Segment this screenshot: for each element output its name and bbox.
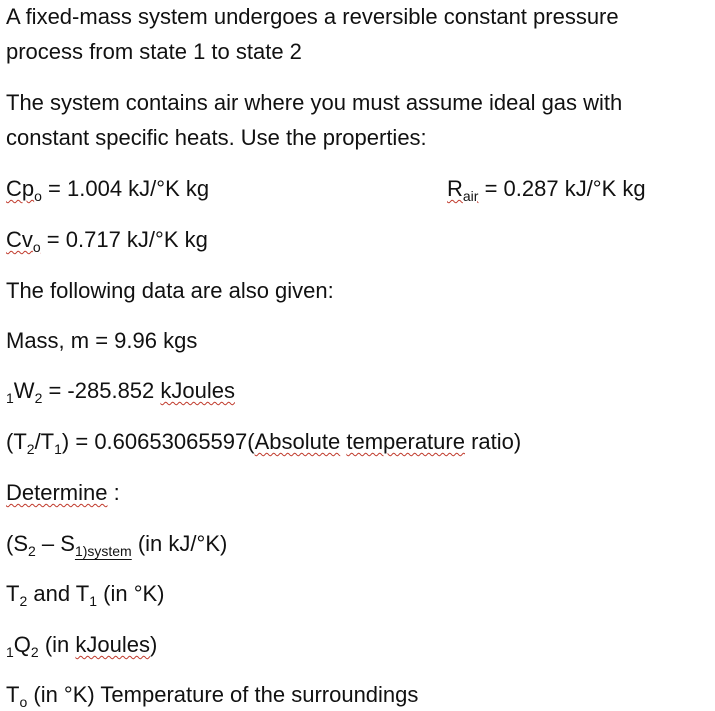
heat-unit-open: (in [38, 632, 76, 657]
ratio-note-absolute: Absolute [254, 429, 341, 454]
given-temperature-ratio [6, 429, 521, 455]
r-value: = 0.287 kJ/°K kg [478, 176, 646, 201]
intro-line-2 [6, 39, 302, 65]
assume-text-1: The system contains air where you must assume ideal gas with [6, 90, 623, 115]
cp-value: = 1.004 kJ/°K kg [41, 176, 210, 201]
ratio-note-temperature: temperature [346, 429, 465, 454]
assume-text-2: constant specific heats. Use the properties: [6, 125, 427, 150]
entropy-sub1-system: 1)system [74, 543, 132, 559]
cp-symbol: $Cp_o$ [6, 176, 42, 204]
given-work [6, 378, 235, 404]
surroundings-symbol: T [6, 682, 20, 707]
t2-sub: 2 [19, 593, 28, 609]
heat-presub: 1 [6, 644, 14, 660]
cv-symbol: $Cv_o$ [6, 227, 41, 255]
given-heading-text: The following data are also given: [6, 278, 334, 303]
determine-colon: : [107, 480, 120, 505]
r-property [447, 176, 646, 202]
mass-text: Mass, m = 9.96 kgs [6, 328, 198, 353]
assume-line-1 [6, 90, 622, 116]
t2-symbol: T [6, 581, 20, 606]
determine-surroundings [6, 682, 418, 708]
determine-temperatures [6, 581, 165, 607]
work-symbol: W [13, 378, 35, 403]
cv-value: = 0.717 kJ/°K kg [40, 227, 208, 252]
temps-and: and T [27, 581, 90, 606]
entropy-dash: – S [35, 531, 75, 556]
heat-unit: kJoules [75, 632, 150, 657]
intro-text-1: A fixed-mass system undergoes a reversible constant pressure [6, 4, 619, 29]
property-cv-row [6, 227, 208, 253]
ratio-sub2: 2 [26, 441, 35, 457]
property-cp-r-row [6, 176, 706, 202]
entropy-open: (S [6, 531, 28, 556]
surroundings-sub: o [19, 694, 28, 710]
intro-line-1 [6, 4, 619, 30]
determine-heading [6, 480, 120, 506]
assume-line-2 [6, 125, 427, 151]
entropy-sub2: 2 [28, 543, 36, 559]
ratio-value: ) = 0.60653065597( [61, 429, 255, 454]
temps-unit: (in °K) [97, 581, 165, 606]
heat-symbol: Q [13, 632, 31, 657]
work-presub: 1 [6, 390, 14, 406]
ratio-sub1: 1 [54, 441, 62, 457]
ratio-mid: /T [34, 429, 55, 454]
work-unit: kJoules [160, 378, 235, 403]
heat-unit-close: ) [150, 632, 158, 657]
heat-sub: 2 [30, 644, 39, 660]
surroundings-text: (in °K) Temperature of the surroundings [27, 682, 419, 707]
r-symbol: $R_{air}$ [447, 176, 479, 204]
ratio-open: (T [6, 429, 27, 454]
ratio-note-ratio: ratio) [464, 429, 522, 454]
entropy-unit: (in kJ/°K) [131, 531, 228, 556]
cp-property [6, 176, 210, 204]
t1-sub: 1 [89, 593, 98, 609]
given-heading [6, 278, 334, 304]
work-sub: 2 [34, 390, 43, 406]
determine-entropy [6, 531, 227, 557]
determine-heat [6, 632, 157, 658]
intro-text-2: process from state 1 to state 2 [6, 39, 302, 64]
given-mass [6, 328, 197, 354]
work-value: = -285.852 [42, 378, 161, 403]
determine-heading-text: Determine [6, 480, 108, 505]
